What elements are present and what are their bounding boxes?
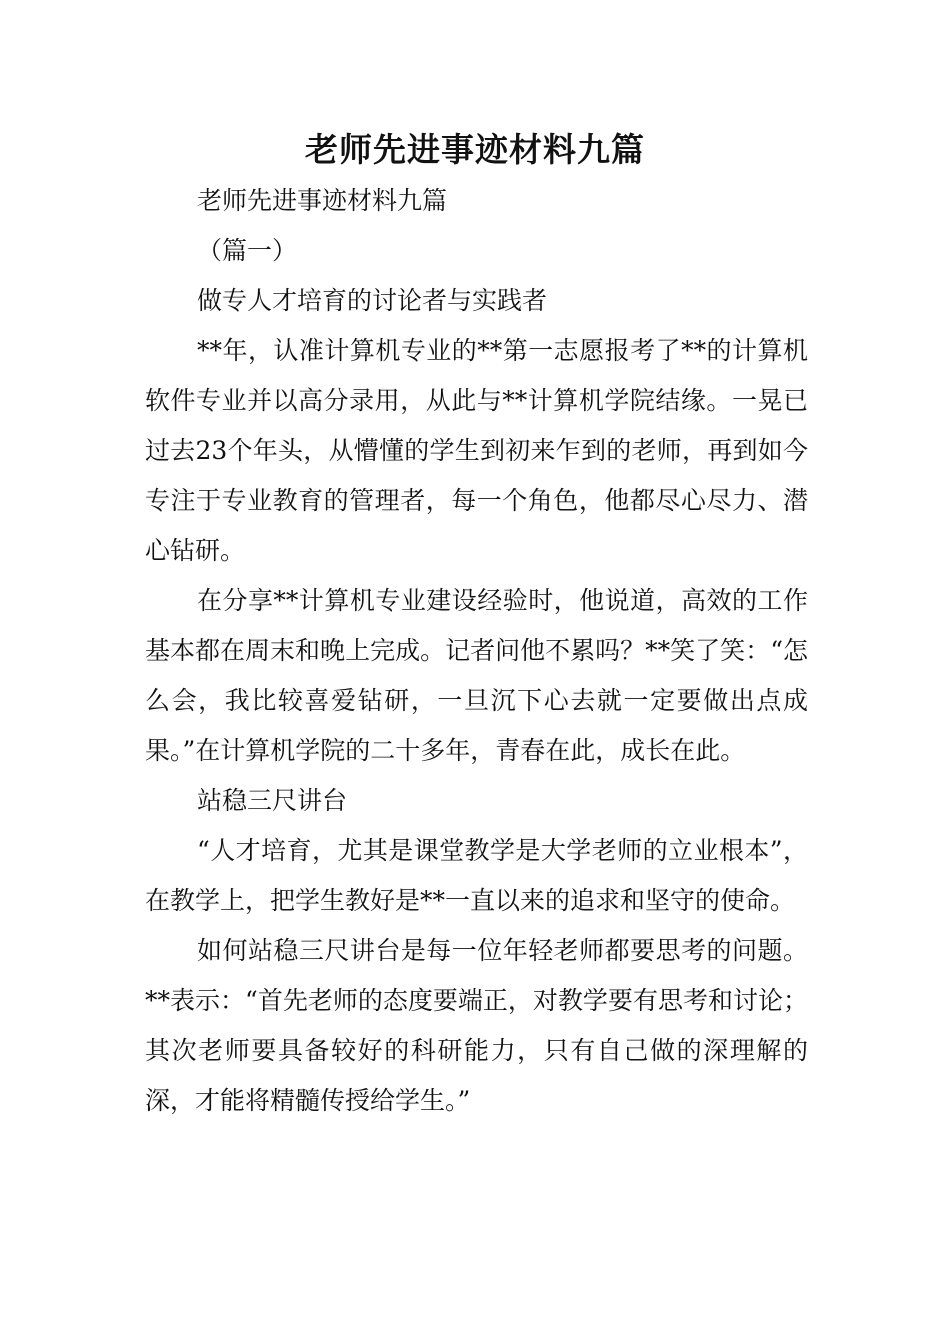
- section-heading: 站稳三尺讲台: [197, 786, 348, 815]
- body-paragraph: 如何站稳三尺讲台是每一位年轻老师都要思考的问题。**表示：“首先老师的态度要端正，对教学要有思考和讨论；其次老师要具备较好的科研能力，只有自己做的深理解的深，才能将精髓传授给学生。”: [145, 936, 808, 1115]
- body-paragraph: “人才培育，尤其是课堂教学是大学老师的立业根本”，在教学上，把学生教好是**一直以来的追求和坚守的使命。: [145, 836, 808, 915]
- body-paragraph: 在分享**计算机专业建设经验时，他说道，高效的工作基本都在周末和晚上完成。记者问他不累吗？**笑了笑：“怎么会，我比较喜爱钻研，一旦沉下心去就一定要做出点成果。”在计算机学院的二十多年，青春在此，成长在此。: [145, 586, 808, 765]
- subtitle-paragraph: 老师先进事迹材料九篇: [197, 186, 448, 215]
- section-label: （篇一）: [197, 236, 298, 265]
- document-title: 老师先进事迹材料九篇: [305, 130, 645, 169]
- body-paragraph: **年，认准计算机专业的**第一志愿报考了**的计算机软件专业并以高分录用，从此与**计算机学院结缘。一晃已过去23个年头，从懵懂的学生到初来乍到的老师，再到如今专注于专业教育的管理者，每一个角色，他都尽心尽力、潜心钻研。: [145, 336, 808, 565]
- section-heading: 做专人才培育的讨论者与实践者: [197, 286, 548, 315]
- document-body: [145, 176, 808, 1126]
